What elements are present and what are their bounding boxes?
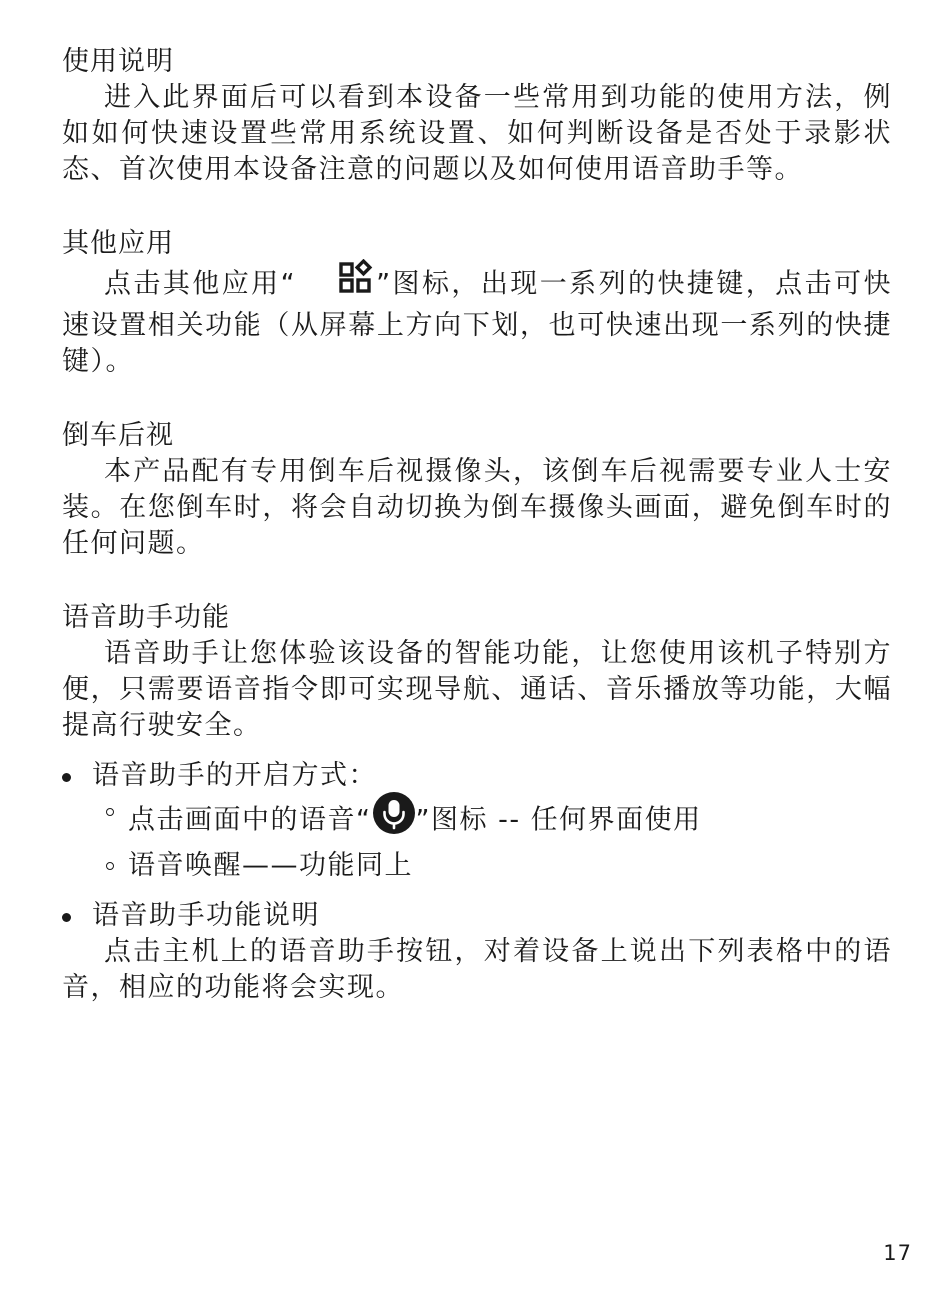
section-usage [62, 44, 892, 188]
other-apps-text-before: 点击其他应用“ [104, 268, 297, 300]
section-body-voice-assistant: 语音助手让您体验该设备的智能功能，让您使用该机子特别方便，只需要语音指令即可实现导航、通话、音乐播放等功能，大幅提高行驶安全。 [62, 638, 892, 741]
section-title-voice-assistant: 语音助手功能 [62, 602, 230, 633]
bullet-function-description-body: 点击主机上的语音助手按钮，对着设备上说出下列表格中的语音，相应的功能将会实现。 [62, 936, 892, 1003]
microphone-icon [372, 791, 416, 845]
bullet-function-description: 语音助手功能说明 [62, 898, 892, 934]
section-body-other-apps [62, 262, 892, 380]
page-number: 17 [883, 1241, 912, 1265]
section-body-rear-view: 本产品配有专用倒车后视摄像头，该倒车后视需要专业人士安装。在您倒车时，将会自动切换为倒车摄像头画面，避免倒车时的任何问题。 [62, 456, 892, 559]
section-title-other-apps: 其他应用 [62, 228, 174, 259]
document-page [62, 44, 892, 1006]
other-apps-text-after: ”图标，出现一系列的快捷键，点击可快速设置相关功能（从屏幕上方向下划，也可快速出现一系列的快捷键）。 [62, 268, 892, 377]
section-other-apps [62, 226, 892, 380]
section-title-usage: 使用说明 [62, 46, 174, 77]
sub-bullet-voice-wake: 语音唤醒——功能同上 [62, 848, 892, 884]
sub-bullet-tap-icon [62, 794, 892, 848]
section-body-usage: 进入此界面后可以看到本设备一些常用到功能的使用方法，例如如何快速设置些常用系统设置、如何判断设备是否处于录影状态、首次使用本设备注意的问题以及如何使用语音助手等。 [62, 82, 892, 185]
apps-grid-icon [296, 259, 376, 305]
bullet-open-methods: 语音助手的开启方式： [62, 758, 892, 794]
section-title-rear-view: 倒车后视 [62, 420, 174, 451]
section-voice-assistant [62, 600, 892, 1006]
sub-bullet-tap-text-after: ”图标 -- 任何界面使用 [415, 804, 702, 836]
section-rear-view [62, 418, 892, 562]
sub-bullet-tap-text-before: 点击画面中的语音“ [128, 804, 372, 836]
